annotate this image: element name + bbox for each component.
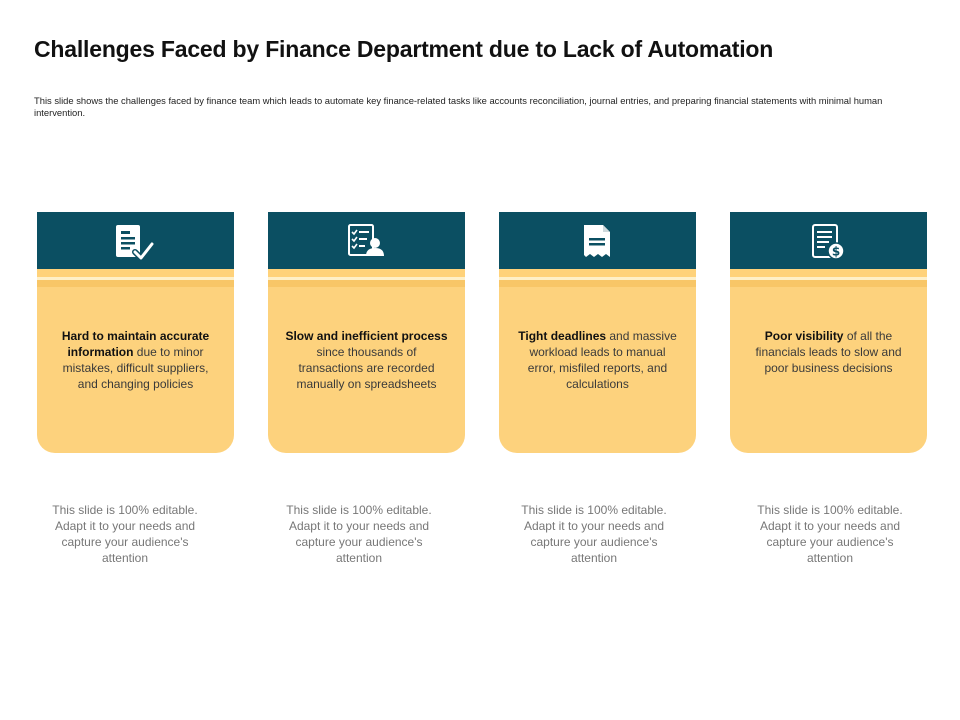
editable-note-1: This slide is 100% editable. Adapt it to your needs and capture your audience's attention <box>52 503 198 565</box>
card-body <box>268 287 465 453</box>
editable-note-3: This slide is 100% editable. Adapt it to your needs and capture your audience's attention <box>521 503 667 565</box>
checklist-user-icon <box>344 222 388 262</box>
card-header <box>499 212 696 269</box>
challenge-card-2 <box>268 212 465 453</box>
slide-subtitle: This slide shows the challenges faced by finance team which leads to automate key finance-related tasks like accounts reconciliation, journal entries, and preparing financial statements with minimal human intervention. <box>34 95 883 118</box>
slide-title: Challenges Faced by Finance Department due to Lack of Automation <box>34 36 774 62</box>
financial-statement-icon <box>806 222 850 262</box>
card-header <box>730 212 927 269</box>
challenge-card-1 <box>37 212 234 453</box>
card-description: Hard to maintain accurate information due to minor mistakes, difficult suppliers, and changing policies <box>61 329 210 391</box>
card-body <box>37 287 234 453</box>
receipt-document-icon <box>575 222 619 262</box>
editable-note-4: This slide is 100% editable. Adapt it to your needs and capture your audience's attention <box>757 503 903 565</box>
svg-text:$: $ <box>831 244 841 259</box>
card-header <box>268 212 465 269</box>
card-body <box>730 287 927 453</box>
editable-note-2: This slide is 100% editable. Adapt it to your needs and capture your audience's attention <box>286 503 432 565</box>
card-description: Slow and inefficient process since thousands of transactions are recorded manually on spreadsheets <box>285 329 448 391</box>
card-header <box>37 212 234 269</box>
card-body <box>499 287 696 453</box>
card-description: Poor visibility of all the financials leads to slow and poor business decisions <box>755 329 902 375</box>
card-description: Tight deadlines and massive workload leads to manual error, misfiled reports, and calculations <box>518 329 677 391</box>
document-check-icon <box>113 222 157 262</box>
challenge-card-3 <box>499 212 696 453</box>
challenge-card-4 <box>730 212 927 453</box>
